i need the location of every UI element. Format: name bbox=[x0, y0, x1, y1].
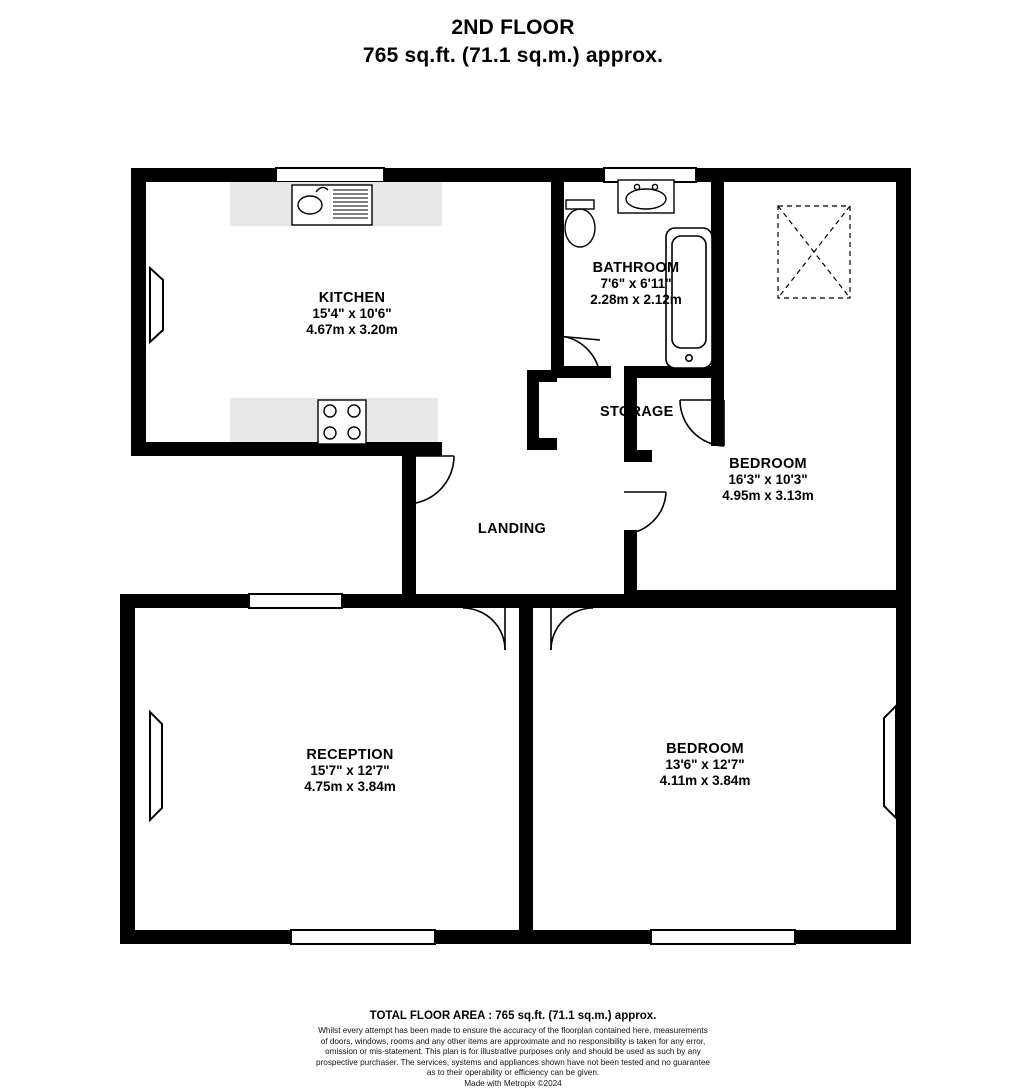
kitchen-sink-icon bbox=[292, 185, 372, 225]
room-label-bathroom: BATHROOM 7'6" x 6'11" 2.28m x 2.12m bbox=[531, 260, 741, 308]
disclaimer-line-3: omission or mis-statement. This plan is for illustrative purposes only and should be used as such by any bbox=[0, 1047, 1026, 1058]
room-label-reception: RECEPTION 15'7" x 12'7" 4.75m x 3.84m bbox=[250, 747, 450, 795]
room-label-bedroom-top: BEDROOM 16'3" x 10'3" 4.95m x 3.13m bbox=[658, 456, 878, 504]
cooker-hob-icon bbox=[318, 400, 366, 444]
floor-title: 2ND FLOOR bbox=[0, 14, 1026, 42]
disclaimer-line-1: Whilst every attempt has been made to ensure the accuracy of the floorplan contained here, measurements bbox=[0, 1026, 1026, 1037]
disclaimer-line-2: of doors, windows, rooms and any other items are approximate and no responsibility is taken for any error, bbox=[0, 1037, 1026, 1048]
floor-area-subtitle: 765 sq.ft. (71.1 sq.m.) approx. bbox=[0, 42, 1026, 70]
room-label-bedroom-bottom: BEDROOM 13'6" x 12'7" 4.11m x 3.84m bbox=[605, 741, 805, 789]
disclaimer-line-4: prospective purchaser. The services, systems and appliances shown have not been tested and no guarantee bbox=[0, 1058, 1026, 1069]
walls bbox=[120, 168, 911, 944]
toilet-icon bbox=[565, 200, 595, 247]
wash-basin-icon bbox=[618, 180, 674, 213]
room-label-landing: LANDING bbox=[437, 521, 587, 537]
total-floor-area: TOTAL FLOOR AREA : 765 sq.ft. (71.1 sq.m.) approx. bbox=[0, 1010, 1026, 1022]
disclaimer-line-5: as to their operability or efficiency can be given. bbox=[0, 1068, 1026, 1079]
room-label-kitchen: KITCHEN 15'4" x 10'6" 4.67m x 3.20m bbox=[252, 290, 452, 338]
made-with-credit: Made with Metropix ©2024 bbox=[0, 1079, 1026, 1089]
shower-area-icon bbox=[778, 206, 850, 298]
room-label-storage: STORAGE bbox=[600, 404, 720, 420]
